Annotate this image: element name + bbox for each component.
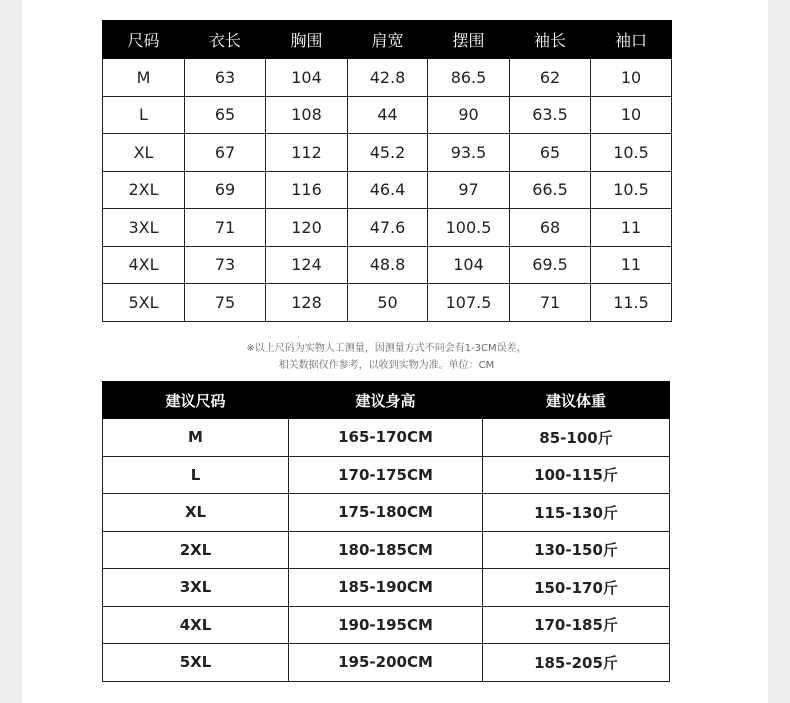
size-chart-cell: 63 — [185, 59, 266, 97]
recommendation-cell: L — [103, 456, 289, 494]
recommendation-cell: 165-170CM — [289, 419, 483, 457]
recommendation-cell: 115-130斤 — [483, 494, 670, 532]
recommendation-cell: 185-190CM — [289, 569, 483, 607]
size-chart-cell: 10 — [591, 96, 672, 134]
size-chart-cell: 71 — [185, 209, 266, 247]
size-chart-cell: 93.5 — [428, 134, 510, 172]
size-chart-cell: 75 — [185, 284, 266, 322]
size-chart-cell: 90 — [428, 96, 510, 134]
size-chart-cell: 11 — [591, 246, 672, 284]
size-chart-cell: 86.5 — [428, 59, 510, 97]
recommendation-cell: 190-195CM — [289, 606, 483, 644]
size-chart-cell: 104 — [428, 246, 510, 284]
size-chart-cell: 11.5 — [591, 284, 672, 322]
table-row — [103, 606, 670, 644]
recommendation-cell: 180-185CM — [289, 531, 483, 569]
recommendation-header-cell: 建议尺码 — [103, 382, 289, 419]
size-chart-cell: 68 — [510, 209, 591, 247]
recommendation-header-cell: 建议身高 — [289, 382, 483, 419]
size-chart-header-cell: 衣长 — [185, 21, 266, 59]
size-chart-cell: 10 — [591, 59, 672, 97]
size-chart-cell: 3XL — [103, 209, 185, 247]
size-chart-cell: 116 — [266, 171, 348, 209]
recommendation-cell: 185-205斤 — [483, 644, 670, 682]
size-chart-cell: 45.2 — [348, 134, 428, 172]
size-chart-cell: M — [103, 59, 185, 97]
table-row — [103, 209, 672, 247]
size-chart-cell: 47.6 — [348, 209, 428, 247]
recommendation-cell: 85-100斤 — [483, 419, 670, 457]
size-chart-cell: 2XL — [103, 171, 185, 209]
recommendation-header-cell: 建议体重 — [483, 382, 670, 419]
size-chart-cell: 120 — [266, 209, 348, 247]
table-row — [103, 531, 670, 569]
recommendation-cell: 5XL — [103, 644, 289, 682]
size-chart-cell: 42.8 — [348, 59, 428, 97]
size-chart-cell: 112 — [266, 134, 348, 172]
table-row — [103, 456, 670, 494]
size-chart-header-cell: 袖长 — [510, 21, 591, 59]
table-row — [103, 134, 672, 172]
size-chart-cell: 5XL — [103, 284, 185, 322]
size-chart-cell: 128 — [266, 284, 348, 322]
size-chart-cell: 67 — [185, 134, 266, 172]
size-chart-cell: 11 — [591, 209, 672, 247]
size-chart-cell: 100.5 — [428, 209, 510, 247]
size-chart-cell: 104 — [266, 59, 348, 97]
recommendation-cell: 170-175CM — [289, 456, 483, 494]
recommendation-header-row — [103, 382, 670, 419]
recommendation-cell: XL — [103, 494, 289, 532]
recommendation-cell: 175-180CM — [289, 494, 483, 532]
size-chart-cell: 73 — [185, 246, 266, 284]
size-chart-cell: 124 — [266, 246, 348, 284]
size-chart-cell: 50 — [348, 284, 428, 322]
size-chart-cell: 62 — [510, 59, 591, 97]
note-line-2: 相关数据仅作参考，以收到实物为准。单位：CM — [278, 360, 495, 371]
recommendation-cell: 195-200CM — [289, 644, 483, 682]
size-chart-cell: L — [103, 96, 185, 134]
recommendation-cell: 130-150斤 — [483, 531, 670, 569]
size-chart-table — [102, 20, 672, 322]
size-chart-cell: 46.4 — [348, 171, 428, 209]
size-chart-cell: 65 — [510, 134, 591, 172]
size-chart-header-row — [103, 21, 672, 59]
size-chart-cell: 97 — [428, 171, 510, 209]
recommendation-cell: M — [103, 419, 289, 457]
recommendation-cell: 2XL — [103, 531, 289, 569]
table-row — [103, 284, 672, 322]
table-row — [103, 59, 672, 97]
size-chart-header-cell: 摆围 — [428, 21, 510, 59]
size-chart-cell: 107.5 — [428, 284, 510, 322]
size-chart-cell: 71 — [510, 284, 591, 322]
measurement-note — [102, 340, 671, 374]
size-chart-cell: 69 — [185, 171, 266, 209]
size-chart-cell: XL — [103, 134, 185, 172]
size-chart-cell: 44 — [348, 96, 428, 134]
size-chart-cell: 4XL — [103, 246, 185, 284]
recommendation-cell: 100-115斤 — [483, 456, 670, 494]
recommendation-cell: 170-185斤 — [483, 606, 670, 644]
table-row — [103, 96, 672, 134]
recommendation-table — [102, 381, 670, 682]
size-chart-header-cell: 胸围 — [266, 21, 348, 59]
size-chart-cell: 10.5 — [591, 134, 672, 172]
size-chart-cell: 69.5 — [510, 246, 591, 284]
table-row — [103, 419, 670, 457]
table-row — [103, 171, 672, 209]
size-chart-header-cell: 袖口 — [591, 21, 672, 59]
note-line-1: ※以上尺码为实物人工测量，因测量方式不同会有1-3CM误差， — [246, 343, 527, 354]
size-chart-header-cell: 尺码 — [103, 21, 185, 59]
size-guide-sheet — [22, 0, 768, 703]
recommendation-cell: 150-170斤 — [483, 569, 670, 607]
recommendation-cell: 4XL — [103, 606, 289, 644]
recommendation-cell: 3XL — [103, 569, 289, 607]
table-row — [103, 494, 670, 532]
table-row — [103, 644, 670, 682]
size-chart-cell: 65 — [185, 96, 266, 134]
table-row — [103, 569, 670, 607]
table-row — [103, 246, 672, 284]
size-chart-cell: 66.5 — [510, 171, 591, 209]
size-chart-cell: 48.8 — [348, 246, 428, 284]
size-chart-cell: 108 — [266, 96, 348, 134]
size-chart-cell: 63.5 — [510, 96, 591, 134]
size-chart-header-cell: 肩宽 — [348, 21, 428, 59]
size-chart-cell: 10.5 — [591, 171, 672, 209]
